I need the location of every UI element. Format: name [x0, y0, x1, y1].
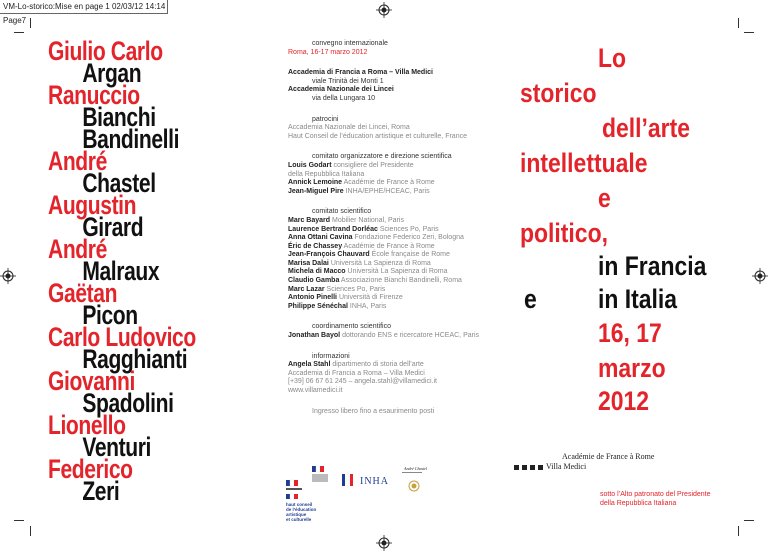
name-first: Gaëtan: [48, 278, 118, 308]
title-line: 2012: [598, 386, 650, 416]
venue-address: viale Trinità dei Monti 1: [312, 77, 384, 85]
republique-francaise-logo-icon: [286, 480, 302, 490]
square-icon: [522, 465, 527, 470]
name-first: Carlo Ludovico: [48, 322, 196, 352]
person-role: consigliere del Presidente: [333, 161, 414, 169]
person-name: Annick Lemoine: [288, 179, 343, 187]
person-name: Marc Bayard: [288, 216, 331, 224]
patronage-line: sotto l’Alto patronato del Presidente: [600, 491, 711, 498]
person-name: Philippe Sénéchal: [288, 302, 348, 310]
website-link[interactable]: www.villamedici.it: [288, 387, 343, 394]
academy-name: Académie de France à Rome: [562, 452, 655, 461]
free-entry-note: Ingresso libero fino a esaurimento posti: [312, 407, 435, 415]
andre-chastel-logo-icon: [402, 466, 428, 491]
name-first: Giovanni: [48, 366, 135, 396]
name-last: Venturi: [82, 432, 151, 462]
inha-logo-icon: [342, 474, 389, 487]
person-role: della Repubblica Italiana: [288, 170, 365, 178]
name-last: Zeri: [82, 476, 120, 506]
name-first: Giulio Carlo: [48, 36, 163, 66]
name-first: Federico: [48, 454, 133, 484]
title-line: e: [598, 183, 611, 213]
name-first: Augustin: [48, 190, 137, 220]
info-column: [288, 40, 508, 428]
person-role: INHA/EPHE/HCEAC, Paris: [345, 187, 430, 195]
person-role: Sciences Po, Paris: [379, 225, 439, 233]
person-name: Jonathan Bayol: [288, 332, 341, 340]
person-name: Marisa Dalai: [288, 259, 329, 267]
crop-mark: [738, 526, 739, 536]
event-dates: Roma, 16-17 marzo 2012: [288, 48, 368, 56]
person-role: Associazione Bianchi Bandinelli, Roma: [340, 277, 462, 285]
name-last: Girard: [82, 212, 144, 242]
venue-villa-medici: Accademia di Francia a Roma – Villa Medici: [288, 69, 433, 77]
patronage-note: [600, 490, 711, 508]
person-role: Università di Firenze: [338, 294, 403, 302]
patron-item: Haut Conseil de l’éducation artistique et culturelle, France: [288, 132, 467, 140]
title-line: politico,: [520, 218, 608, 248]
section-label: patrocini: [312, 115, 339, 123]
section-label: comitato organizzatore e direzione scientifica: [312, 153, 452, 161]
person-role: Sciences Po, Paris: [326, 285, 386, 293]
academy-logo: [514, 452, 654, 472]
partner-logo-strip: [286, 466, 436, 526]
name-first: Lionello: [48, 410, 126, 440]
name-last: Bianchi: [82, 102, 156, 132]
person-role: Mobilier National, Paris: [331, 216, 404, 224]
academy-sub: Villa Medici: [546, 462, 587, 471]
person-role: Académie de France à Rome: [343, 179, 435, 187]
person-name: Marc Lazar: [288, 285, 325, 293]
name-last: Argan: [82, 58, 142, 88]
registration-mark-icon: [0, 268, 16, 284]
square-icon: [530, 465, 535, 470]
title-line: e: [524, 284, 537, 314]
title-line: in Francia: [598, 251, 707, 281]
patronage-line: della Repubblica Italiana: [600, 500, 677, 507]
person-name: Antonio Pinelli: [288, 294, 337, 302]
section-label: informazioni: [312, 352, 350, 360]
name-last: Bandinelli: [82, 124, 180, 154]
person-role: Università La Sapienza di Roma: [347, 268, 448, 276]
crop-mark: [30, 526, 31, 536]
person-name: Louis Godart: [288, 161, 332, 169]
title-line: Lo: [598, 43, 627, 73]
crop-mark: [30, 18, 31, 28]
name-first: André: [48, 146, 107, 176]
hc-line: haut conseil: [286, 502, 313, 507]
person-name: Laurence Bertrand Dorléac: [288, 225, 378, 233]
registration-mark-icon: [376, 535, 392, 551]
person-name: Claudio Gamba: [288, 277, 340, 285]
person-role: dipartimento di storia dell’arte: [332, 361, 424, 369]
title-line: in Italia: [598, 284, 678, 314]
name-first: Ranuccio: [48, 80, 140, 110]
inha-text: INHA: [360, 476, 389, 487]
name-last: Chastel: [82, 168, 156, 198]
name-last: Picon: [82, 300, 138, 330]
contact-line: [+39] 06 67 61 245 – angela.stahl@villamedici.it: [288, 378, 437, 386]
hc-line: artistique: [286, 512, 307, 517]
title-line: dell’arte: [602, 113, 691, 143]
hc-line: de l’éducation: [286, 507, 317, 512]
crop-mark: [744, 520, 754, 521]
partner-logos: [286, 466, 436, 526]
name-last: Ragghianti: [82, 344, 188, 374]
square-icon: [514, 465, 519, 470]
title-line: storico: [520, 78, 597, 108]
hc-line: et culturelle: [286, 517, 312, 522]
name-last: Malraux: [82, 256, 160, 286]
title-line: marzo: [598, 353, 666, 383]
crop-mark: [738, 18, 739, 28]
title-line: 16, 17: [598, 318, 662, 348]
andre-chastel-text: André Chastel: [404, 466, 427, 471]
person-role: Università La Sapienza di Roma: [330, 259, 431, 267]
convegno-label: convegno internazionale: [312, 40, 388, 47]
person-name: Michela di Macco: [288, 268, 346, 276]
person-name: Jean-Miguel Pire: [288, 187, 344, 195]
names-panel: [48, 36, 248, 506]
person-role: Fondazione Federico Zeri, Bologna: [354, 234, 464, 242]
person-role: INHA, Paris: [349, 302, 387, 310]
crop-mark: [14, 32, 24, 33]
person-name: Anna Ottani Cavina: [288, 234, 353, 242]
contact-line: Accademia di Francia a Roma – Villa Medici: [288, 369, 425, 377]
venue-address: via della Lungara 10: [312, 94, 376, 102]
ministry-logo-icon: [312, 466, 328, 482]
registration-mark-icon: [376, 2, 392, 18]
person-role: dottorando ENS e ricercatore HCEAC, Paris: [342, 332, 480, 340]
crop-mark: [14, 520, 24, 521]
square-icon: [538, 465, 543, 470]
section-label: comitato scientifico: [312, 208, 372, 216]
person-name: Angela Stahl: [288, 361, 331, 369]
name-last: Spadolini: [82, 388, 174, 418]
registration-mark-icon: [752, 268, 768, 284]
title-line: intellettuale: [520, 148, 648, 178]
printer-slug: VM-Lo-storico:Mise en page 1 02/03/12 14:14 Page7: [0, 0, 168, 14]
person-role: Académie de France à Rome: [343, 242, 435, 250]
patron-item: Accademia Nazionale dei Lincei, Roma: [288, 124, 410, 132]
section-label: coordinamento scientifico: [312, 323, 391, 331]
person-role: École française de Rome: [371, 251, 450, 259]
hceac-logo-icon: [286, 494, 317, 522]
crop-mark: [744, 32, 754, 33]
venue-lincei: Accademia Nazionale dei Lincei: [288, 86, 394, 94]
person-name: Éric de Chassey: [288, 242, 343, 250]
name-first: André: [48, 234, 107, 264]
person-name: Jean-François Chauvard: [288, 251, 370, 259]
